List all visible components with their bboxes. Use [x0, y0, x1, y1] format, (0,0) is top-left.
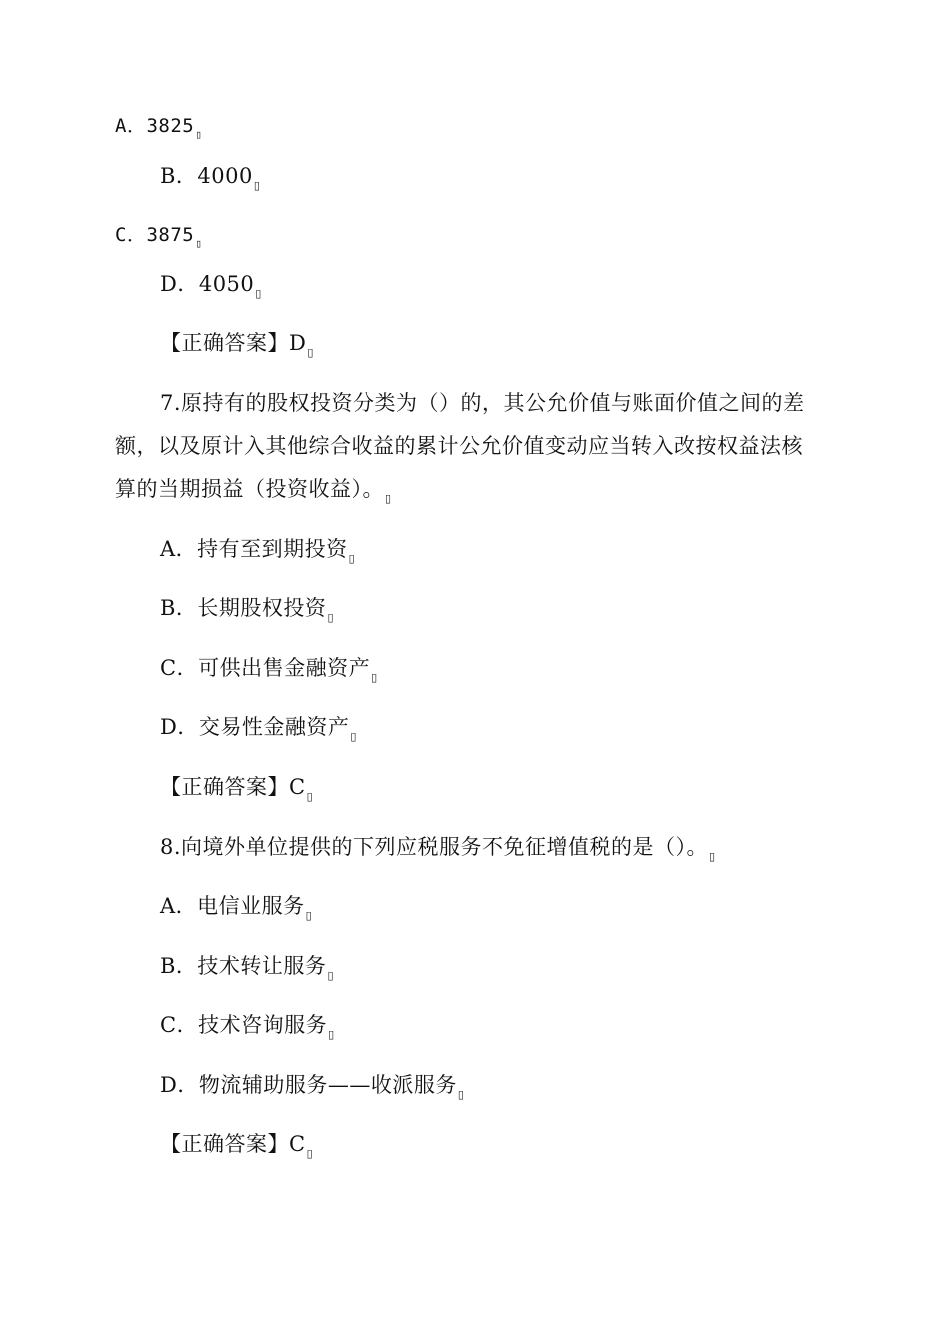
option-c — [160, 654, 378, 692]
question-7-line-3 — [115, 475, 392, 513]
paragraph-mark-icon: ▯ — [255, 287, 262, 300]
option-c — [160, 1011, 335, 1049]
option-b-text: B．技术转让服务 — [160, 954, 327, 978]
correct-answer — [160, 1130, 313, 1168]
paragraph-mark-icon: ▯ — [307, 346, 314, 359]
option-c-text: C．3875 — [115, 224, 195, 246]
option-d-text: D．交易性金融资产 — [160, 715, 350, 739]
option-a-text: A．3825 — [115, 115, 195, 137]
paragraph-mark-icon: ▯ — [195, 237, 203, 250]
paragraph-mark-icon: ▯ — [385, 492, 392, 505]
question-8 — [160, 833, 716, 871]
option-b-text: B．4000 — [160, 164, 253, 188]
option-d — [160, 270, 262, 308]
option-a — [160, 535, 355, 573]
option-d — [160, 713, 357, 751]
question-7-text: 算的当期损益（投资收益）。 — [115, 477, 384, 501]
paragraph-mark-icon: ▯ — [348, 552, 356, 565]
correct-answer-text: 【正确答案】D — [160, 331, 307, 355]
option-c-text: C．可供出售金融资产 — [160, 656, 371, 680]
paragraph-mark-icon: ▯ — [306, 1147, 314, 1160]
correct-answer-text: 【正确答案】C — [160, 775, 306, 799]
question-7-line-1 — [160, 389, 805, 417]
question-7-line-2 — [115, 432, 803, 460]
option-d — [160, 1071, 464, 1109]
option-c — [115, 221, 202, 258]
option-c-text: C．技术咨询服务 — [160, 1013, 328, 1037]
question-8-text: 8.向境外单位提供的下列应税服务不免征增值税的是（）。 — [160, 835, 709, 859]
paragraph-mark-icon: ▯ — [305, 909, 313, 922]
question-7-text: 额，以及原计入其他综合收益的累计公允价值变动应当转入改按权益法核 — [115, 434, 803, 458]
correct-answer-text: 【正确答案】C — [160, 1132, 306, 1156]
correct-answer — [160, 329, 314, 367]
option-b — [160, 952, 334, 990]
paragraph-mark-icon: ▯ — [327, 611, 334, 624]
paragraph-mark-icon: ▯ — [371, 671, 378, 684]
paragraph-mark-icon: ▯ — [253, 179, 261, 192]
question-7-text: 7.原持有的股权投资分类为（）的，其公允价值与账面价值之间的差 — [160, 391, 805, 415]
correct-answer — [160, 773, 313, 811]
paragraph-mark-icon: ▯ — [328, 1028, 335, 1041]
option-a — [115, 112, 202, 149]
option-b — [160, 594, 334, 632]
option-a-text: A．电信业服务 — [160, 894, 305, 918]
option-b-text: B．长期股权投资 — [160, 596, 327, 620]
option-d-text: D．物流辅助服务——收派服务 — [160, 1073, 457, 1097]
option-a-text: A．持有至到期投资 — [160, 537, 348, 561]
option-d-text: D．4050 — [160, 272, 255, 296]
paragraph-mark-icon: ▯ — [195, 128, 203, 141]
paragraph-mark-icon: ▯ — [350, 730, 357, 743]
option-a — [160, 892, 312, 930]
option-b — [160, 162, 260, 200]
paragraph-mark-icon: ▯ — [327, 969, 334, 982]
paragraph-mark-icon: ▯ — [709, 850, 716, 863]
paragraph-mark-icon: ▯ — [306, 790, 314, 803]
paragraph-mark-icon: ▯ — [457, 1088, 465, 1101]
